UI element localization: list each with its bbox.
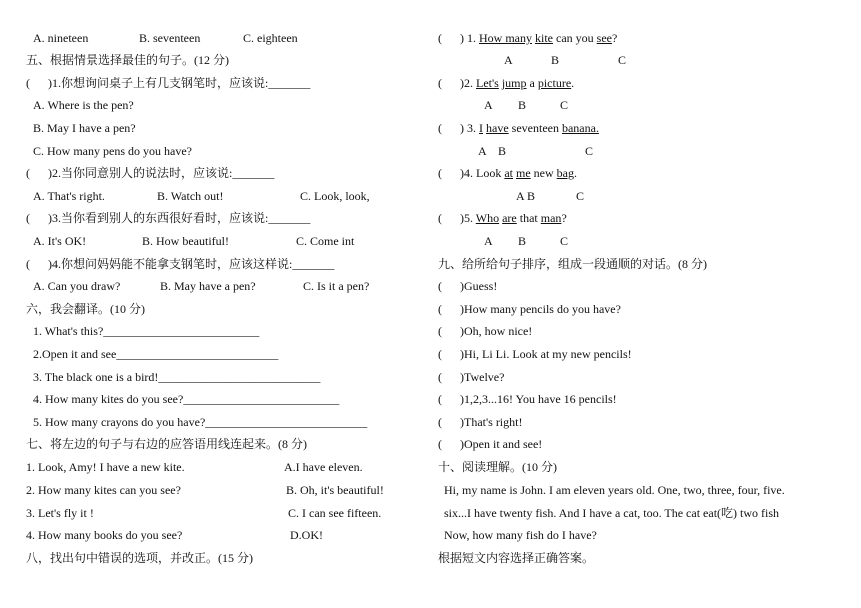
section10-heading: 十、阅读理解。(10 分) xyxy=(438,460,557,474)
s5-q2-option-c: C. Look, look, xyxy=(300,189,370,203)
e5-label-b: B xyxy=(518,234,527,248)
s5-q2-option-b: B. Watch out! xyxy=(157,189,224,203)
s5-q3-option-c: C. Come int xyxy=(296,234,355,248)
s5-q4-option-b: B. May have a pen? xyxy=(160,279,256,293)
e5-label-a: A xyxy=(484,234,493,248)
s7-left-1: 1. Look, Amy! I have a new kite. xyxy=(26,460,185,474)
s6-item-4: 4. How many kites do you see?__________________________ xyxy=(33,392,340,406)
s5-q4-option-a: A. Can you draw? xyxy=(33,279,121,293)
section5-heading: 五、根据情景选择最佳的句子。(12 分) xyxy=(26,53,229,67)
s7-left-4: 4. How many books do you see? xyxy=(26,528,183,542)
s5-q3-stem: ( )3.当你看到别人的东西很好看时，应该说:_______ xyxy=(26,211,311,225)
s9-item-7: ( )That's right! xyxy=(438,415,523,429)
s6-item-1: 1. What's this?__________________________ xyxy=(33,324,260,338)
s7-right-c: C. I can see fifteen. xyxy=(288,506,382,520)
error-item-1: ( ) 1. How many kite can you see? xyxy=(438,31,618,45)
error-item-2: ( )2. Let's jump a picture. xyxy=(438,76,575,90)
e2-label-c: C xyxy=(560,98,569,112)
top-option-b: B. seventeen xyxy=(139,31,201,45)
reading-instruction: 根据短文内容选择正确答案。 xyxy=(438,551,595,565)
s9-item-6: ( )1,2,3...16! You have 16 pencils! xyxy=(438,392,617,406)
s9-item-3: ( )Oh, how nice! xyxy=(438,324,533,338)
s7-right-a: A.I have eleven. xyxy=(284,460,363,474)
section7-heading: 七、将左边的句子与右边的应答语用线连起来。(8 分) xyxy=(26,437,307,451)
error-item-3: ( ) 3. I have seventeen banana. xyxy=(438,121,599,135)
s5-q2-option-a: A. That's right. xyxy=(33,189,105,203)
s6-item-2: 2.Open it and see___________________________ xyxy=(33,347,279,361)
e1-label-c: C xyxy=(618,53,627,67)
e5-label-c: C xyxy=(560,234,569,248)
e1-label-a: A xyxy=(504,53,513,67)
section6-heading: 六，我会翻译。(10 分) xyxy=(26,302,145,316)
e3-label-a: A xyxy=(478,144,487,158)
s7-left-3: 3. Let's fly it ! xyxy=(26,506,94,520)
s9-item-2: ( )How many pencils do you have? xyxy=(438,302,621,316)
s6-item-5: 5. How many crayons do you have?___________________________ xyxy=(33,415,368,429)
e2-label-a: A xyxy=(484,98,493,112)
s7-left-2: 2. How many kites can you see? xyxy=(26,483,181,497)
s9-item-5: ( )Twelve? xyxy=(438,370,505,384)
passage-line-1: Hi, my name is John. I am eleven years old. One, two, three, four, five. xyxy=(444,483,785,497)
e2-label-b: B xyxy=(518,98,527,112)
s9-item-8: ( )Open it and see! xyxy=(438,437,543,451)
error-item-4: ( )4. Look at me new bag. xyxy=(438,166,577,180)
e4-label-ab: A B xyxy=(516,189,536,203)
s5-q1-option-c: C. How many pens do you have? xyxy=(33,144,192,158)
top-option-a: A. nineteen xyxy=(33,31,89,45)
s5-q2-stem: ( )2.当你同意别人的说法时，应该说:_______ xyxy=(26,166,275,180)
section9-heading: 九、给所给句子排序，组成一段通顺的对话。(8 分) xyxy=(438,257,707,271)
s7-right-b: B. Oh, it's beautiful! xyxy=(286,483,384,497)
s5-q3-option-a: A. It's OK! xyxy=(33,234,87,248)
s5-q1-option-a: A. Where is the pen? xyxy=(33,98,134,112)
section8-heading: 八，找出句中错误的选项，并改正。(15 分) xyxy=(26,551,253,565)
s5-q3-option-b: B. How beautiful! xyxy=(142,234,229,248)
s5-q4-stem: ( )4.你想问妈妈能不能拿支钢笔时，应该这样说:_______ xyxy=(26,257,335,271)
s9-item-4: ( )Hi, Li Li. Look at my new pencils! xyxy=(438,347,632,361)
e3-label-c: C xyxy=(585,144,594,158)
e3-label-b: B xyxy=(498,144,507,158)
e4-label-c: C xyxy=(576,189,585,203)
passage-line-3: Now, how many fish do I have? xyxy=(444,528,597,542)
s5-q1-option-b: B. May I have a pen? xyxy=(33,121,136,135)
s5-q1-stem: ( )1.你想询问桌子上有几支钢笔时，应该说:_______ xyxy=(26,76,311,90)
passage-line-2: six...I have twenty fish. And I have a cat, too. The cat eat(吃) two fish xyxy=(444,506,780,520)
s9-item-1: ( )Guess! xyxy=(438,279,498,293)
s6-item-3: 3. The black one is a bird!___________________________ xyxy=(33,370,321,384)
error-item-5: ( )5. Who are that man? xyxy=(438,211,567,225)
e1-label-b: B xyxy=(551,53,560,67)
s5-q4-option-c: C. Is it a pen? xyxy=(303,279,370,293)
s7-right-d: D.OK! xyxy=(290,528,323,542)
top-option-c: C. eighteen xyxy=(243,31,298,45)
